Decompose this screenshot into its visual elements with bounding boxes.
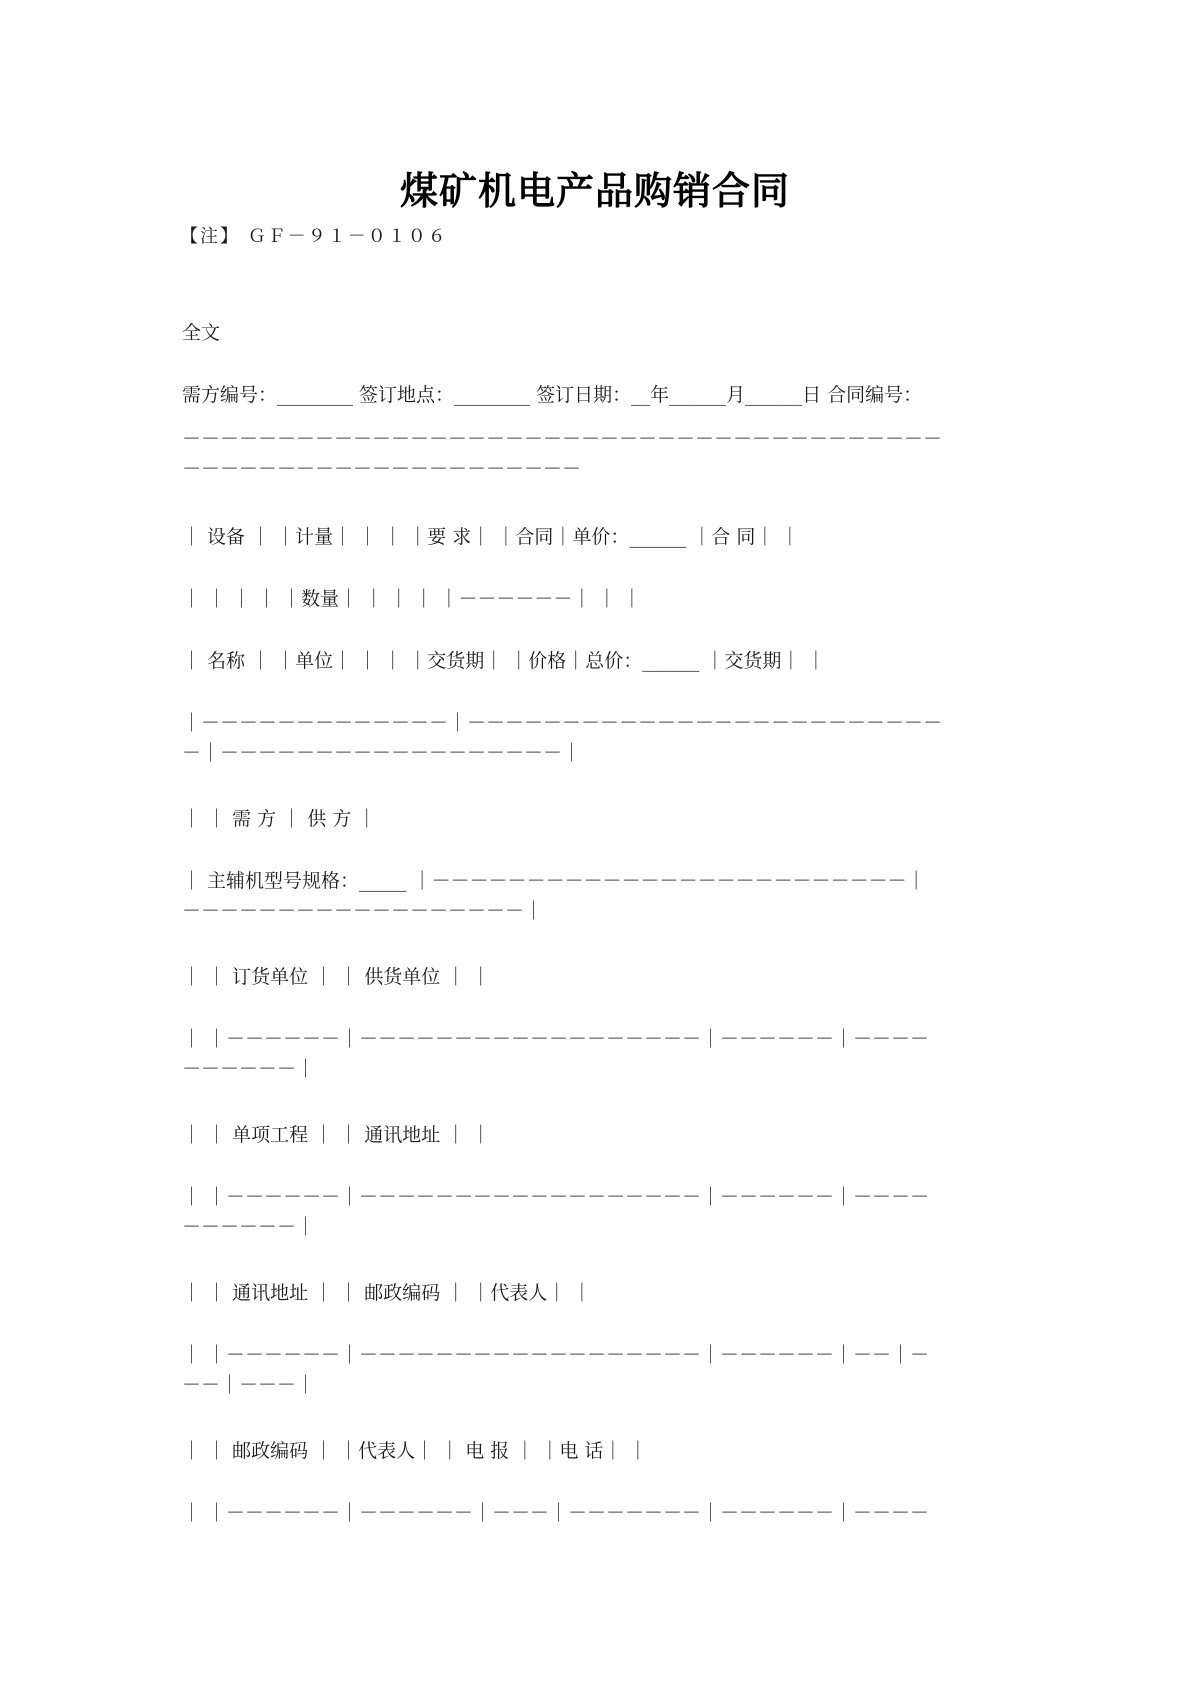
table-text-row: ｜ 名称 ｜ ｜单位｜ ｜ ｜ ｜交货期｜ ｜价格｜总价：______ ｜交货期｜ ｜	[182, 650, 826, 672]
contract-header-fields: 需方编号：________ 签订地点：________ 签订日期：__年______月______日 合同编号：	[182, 384, 923, 406]
table-text-row: －－－－－－－－－－－－－－－－－－－－－	[182, 458, 582, 480]
table-text-row: ｜ ｜ 邮政编码 ｜ ｜代表人｜ ｜ 电 报 ｜ ｜电 话｜ ｜	[182, 1440, 648, 1462]
table-text-row: －－－－－－｜	[182, 1058, 316, 1080]
table-text-row: －－－－－－－－－－－－－－－－－－｜	[182, 900, 544, 922]
table-text-row: －－－－－－｜	[182, 1216, 316, 1238]
section-label: 全文	[182, 322, 221, 344]
table-text-row: －｜－－－－－－－－－－－－－－－－－－｜	[182, 742, 582, 764]
standard-code-note: 【注】 ＧＦ－９１－０１０６	[180, 226, 448, 247]
table-text-row: ｜ ｜－－－－－－｜－－－－－－－－－－－－－－－－－－｜－－－－－－｜－－－－	[182, 1028, 930, 1050]
table-text-row: ｜ 主辅机型号规格：_____ ｜－－－－－－－－－－－－－－－－－－－－－－－－－｜	[182, 870, 926, 892]
table-text-row: ｜ ｜ 通讯地址 ｜ ｜ 邮政编码 ｜ ｜代表人｜ ｜	[182, 1282, 592, 1304]
table-text-row: ｜ ｜ ｜ ｜ ｜数量｜ ｜ ｜ ｜ ｜－－－－－－｜ ｜ ｜	[182, 588, 642, 610]
table-text-row: －－｜－－－｜	[182, 1374, 316, 1396]
table-text-row: ｜ ｜ 需 方 ｜ 供 方 ｜	[182, 808, 377, 830]
table-text-row: ｜ 设备 ｜ ｜计量｜ ｜ ｜ ｜要 求｜ ｜合同｜单价：______ ｜合 同｜ ｜	[182, 526, 800, 548]
table-text-row: ｜ ｜－－－－－－｜－－－－－－－－－－－－－－－－－－｜－－－－－－｜－－｜－	[182, 1344, 930, 1366]
table-text-row: ｜ ｜－－－－－－｜－－－－－－｜－－－｜－－－－－－－｜－－－－－－｜－－－－	[182, 1502, 930, 1524]
table-text-row: ｜－－－－－－－－－－－－－｜－－－－－－－－－－－－－－－－－－－－－－－－－	[182, 712, 943, 734]
table-text-row: －－－－－－－－－－－－－－－－－－－－－－－－－－－－－－－－－－－－－－－－	[182, 428, 943, 450]
table-text-row: ｜ ｜ 订货单位 ｜ ｜ 供货单位 ｜ ｜	[182, 966, 491, 988]
table-text-row: ｜ ｜ 单项工程 ｜ ｜ 通讯地址 ｜ ｜	[182, 1124, 491, 1146]
table-text-row: ｜ ｜－－－－－－｜－－－－－－－－－－－－－－－－－－｜－－－－－－｜－－－－	[182, 1186, 930, 1208]
document-title: 煤矿机电产品购销合同	[399, 168, 790, 213]
